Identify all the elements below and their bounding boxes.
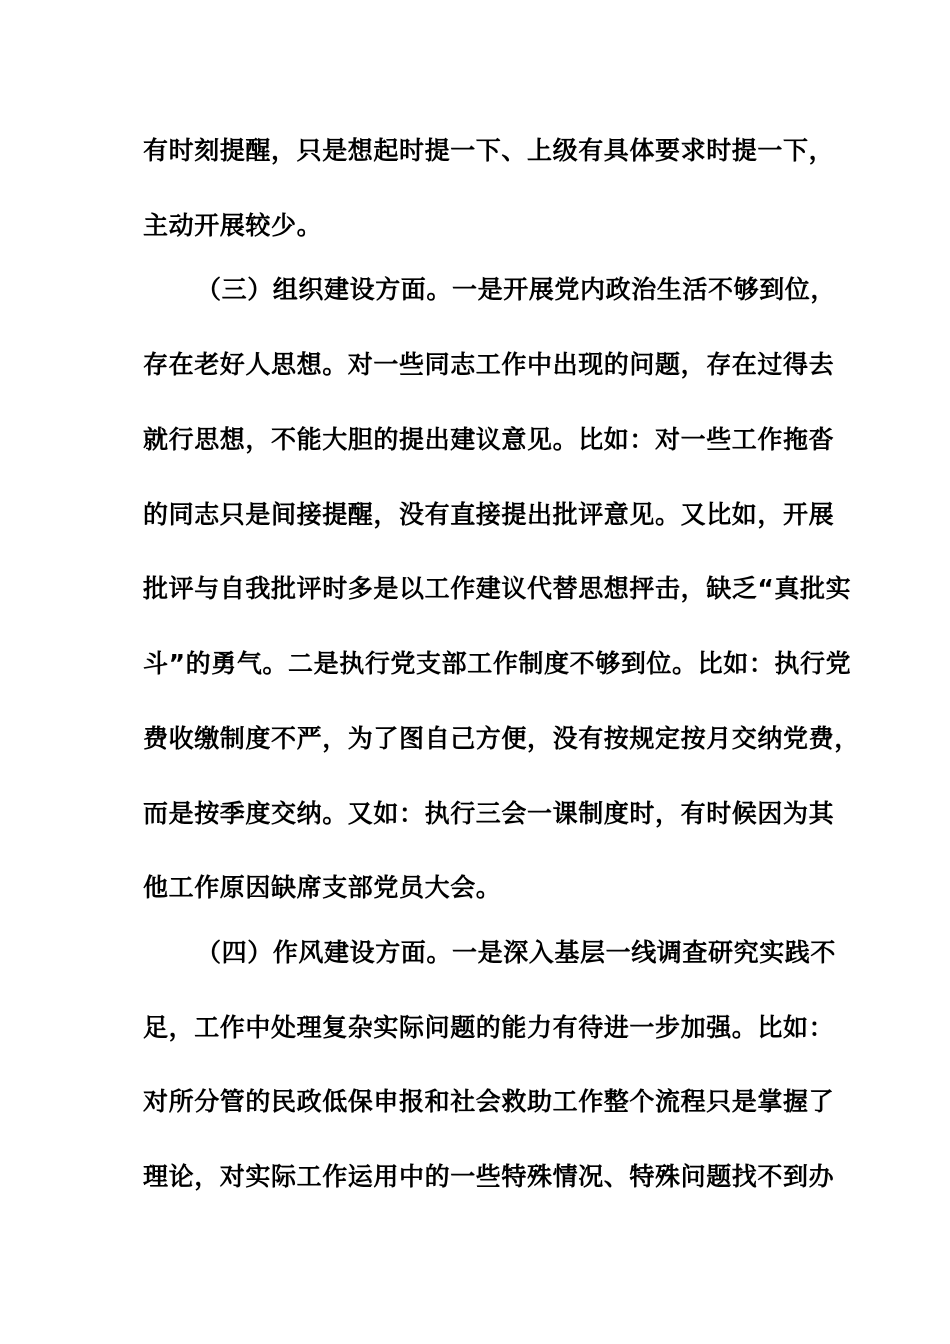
text-line: 足，工作中处理复杂实际问题的能力有待进一步加强。比如：	[143, 1013, 835, 1042]
text-line: 有时刻提醒，只是想起时提一下、上级有具体要求时提一下，	[143, 136, 835, 165]
text-line: 的同志只是间接提醒，没有直接提出批评意见。又比如，开展	[143, 500, 835, 529]
text-line: 而是按季度交纳。又如：执行三会一课制度时，有时候因为其	[143, 799, 835, 828]
text-line: 斗”的勇气。二是执行党支部工作制度不够到位。比如：执行党	[143, 649, 852, 678]
text-line: 存在老好人思想。对一些同志工作中出现的问题，存在过得去	[143, 350, 835, 379]
text-line: 对所分管的民政低保申报和社会救助工作整个流程只是掌握了	[143, 1087, 835, 1116]
text-line: 费收缴制度不严，为了图自己方便，没有按规定按月交纳党费，	[143, 724, 860, 753]
text-line: 他工作原因缺席支部党员大会。	[143, 873, 502, 902]
section-heading-line: （四）作风建设方面。一是深入基层一线调查研究实践不	[196, 938, 837, 967]
text-line: 就行思想，不能大胆的提出建议意见。比如：对一些工作拖沓	[143, 425, 835, 454]
text-line: 批评与自我批评时多是以工作建议代替思想抨击，缺乏“真批实	[143, 574, 852, 603]
text-line: 主动开展较少。	[143, 211, 323, 240]
text-line: 理论，对实际工作运用中的一些特殊情况、特殊问题找不到办	[143, 1162, 835, 1191]
section-heading-line: （三）组织建设方面。一是开展党内政治生活不够到位，	[196, 275, 837, 304]
